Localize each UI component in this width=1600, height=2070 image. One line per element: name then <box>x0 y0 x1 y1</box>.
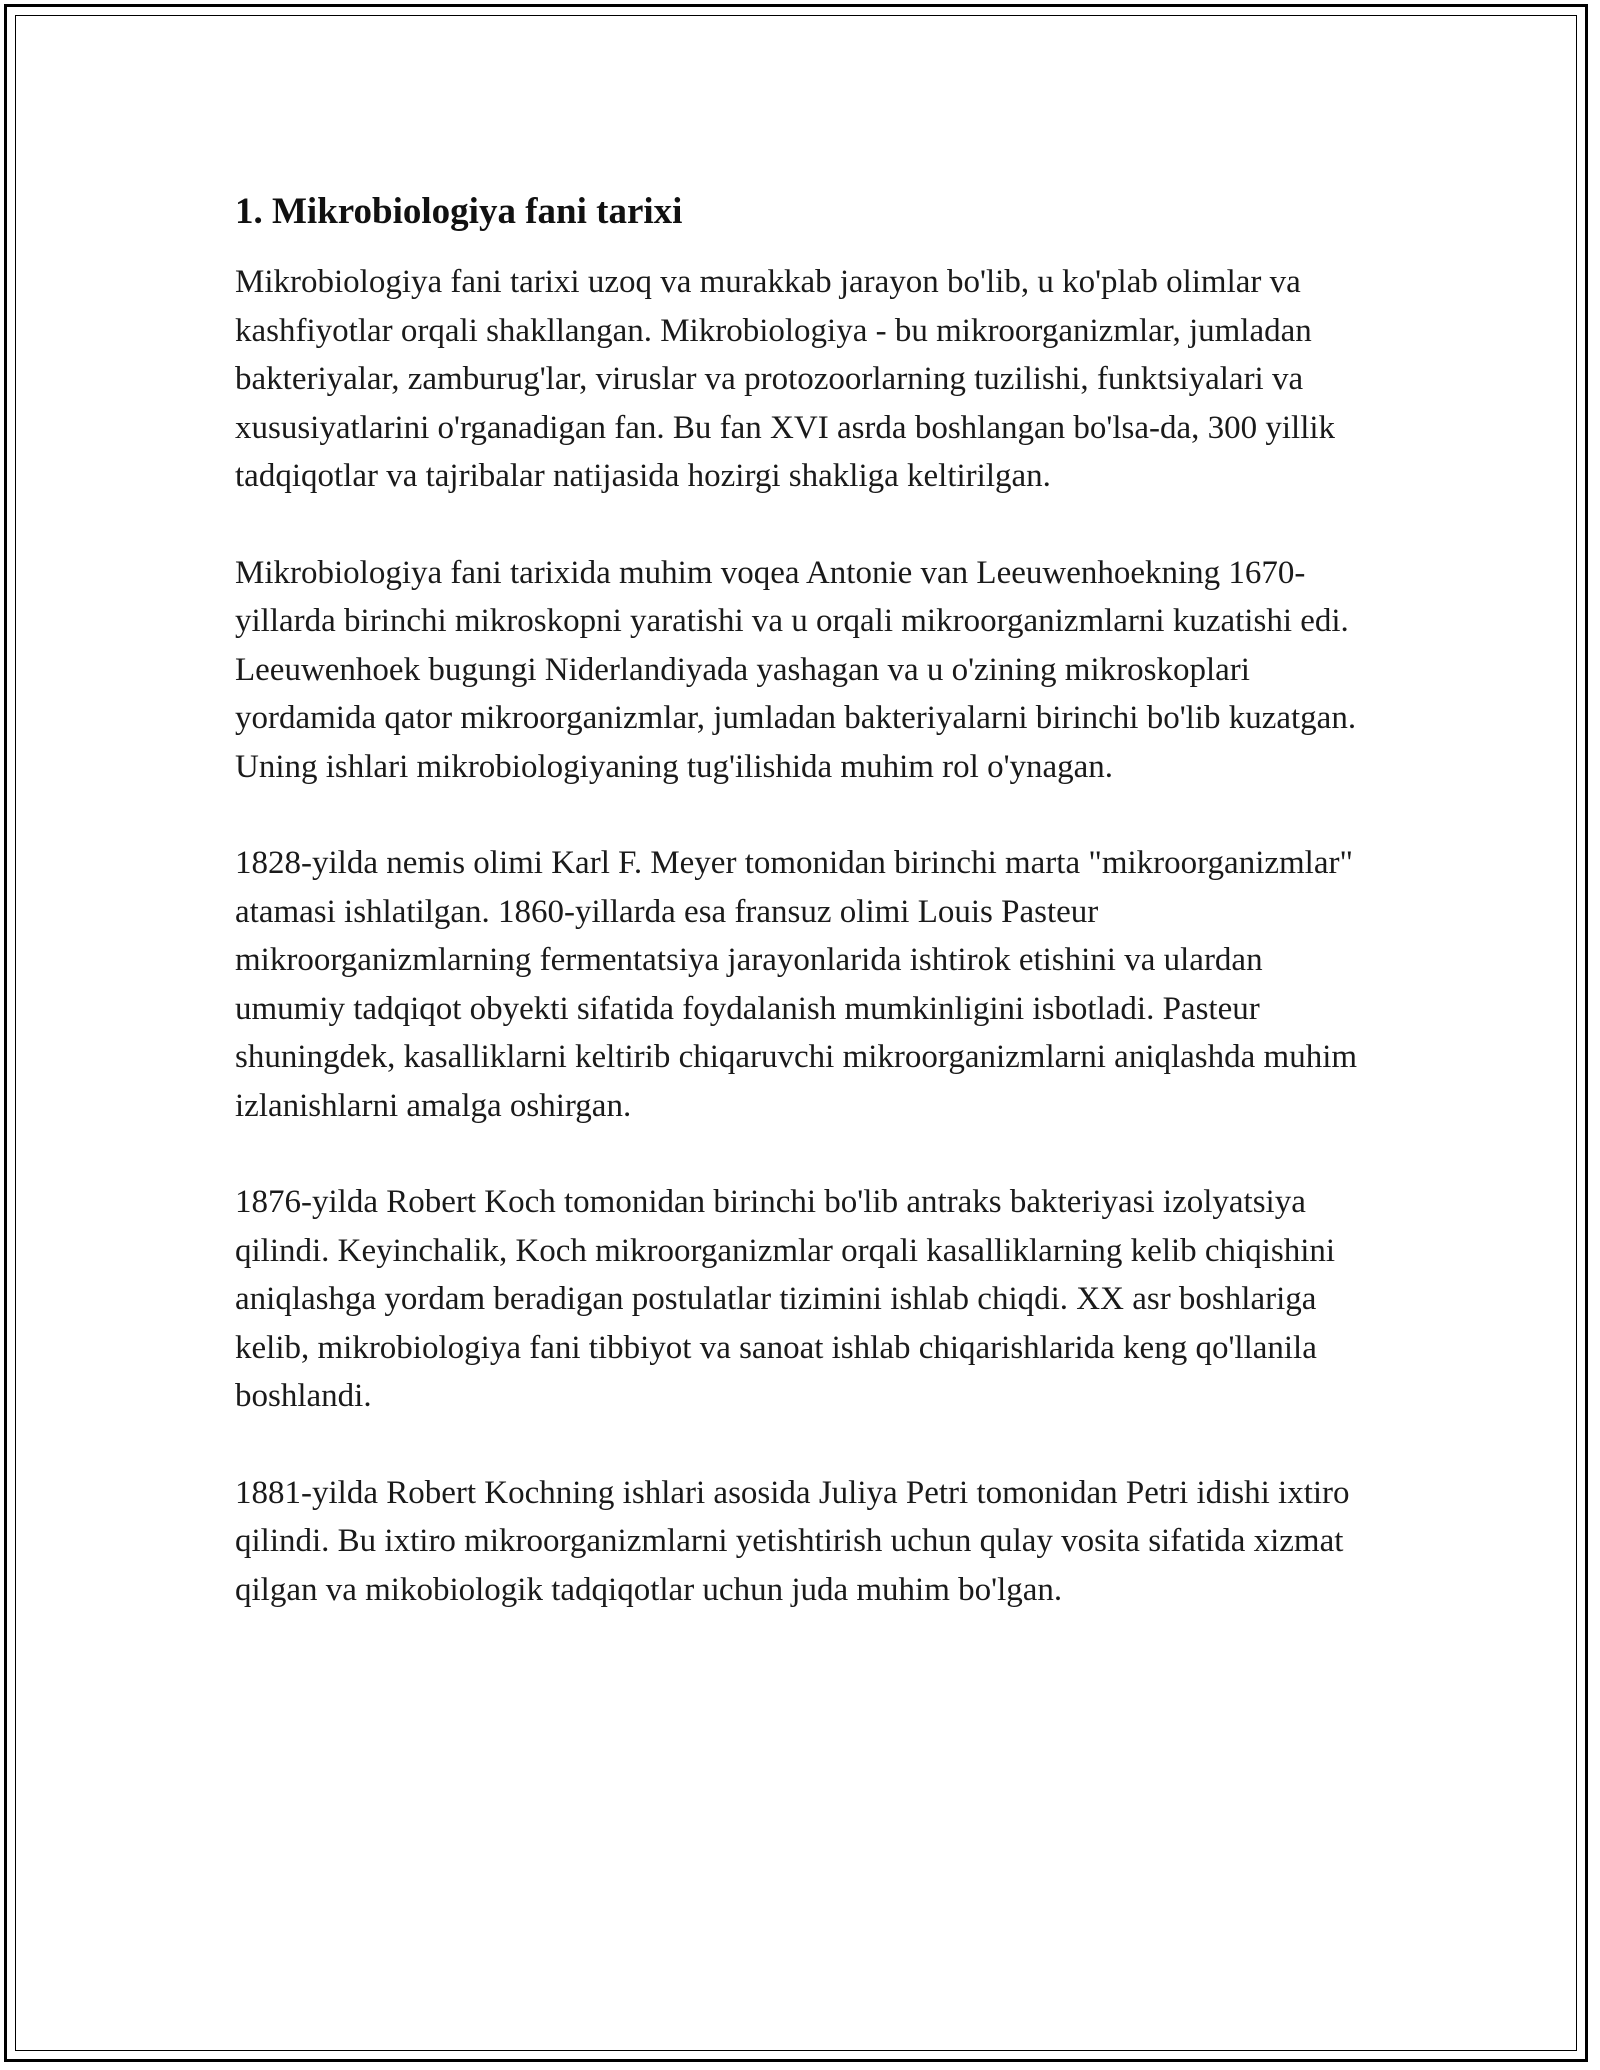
document-body <box>235 188 1375 1662</box>
paragraph-leeuwenhoek: Mikrobiologiya fani tarixida muhim voqea Antonie van Leeuwenhoekning 1670-yillarda birinchi mikroskopni yaratishi va u orqali mikroorganizmlarni kuzatishi edi. Leeuwenhoek bugungi Niderlandiyada yashagan va u o'zining mikroskoplari yordamida qator mikroorganizmlar, jumladan bakteriyalarni birinchi bo'lib kuzatgan. Uning ishlari mikrobiologiyaning tug'ilishida muhim rol o'ynagan. <box>235 554 1357 785</box>
paragraph-intro: Mikrobiologiya fani tarixi uzoq va murakkab jarayon bo'lib, u ko'plab olimlar va kashfiyotlar orqali shakllangan. Mikrobiologiya - bu mikroorganizmlar, jumladan bakteriyalar, zamburug'lar, viruslar va protozoorlarning tuzilishi, funktsiyalari va xususiyatlarini o'rganadigan fan. Bu fan XVI asrda boshlangan bo'lsa-da, 300 yillik tadqiqotlar va tajribalar natijasida hozirgi shakliga keltirilgan. <box>235 264 1336 494</box>
paragraph-meyer-pasteur: 1828-yilda nemis olimi Karl F. Meyer tomonidan birinchi marta "mikroorganizmlar" atamasi ishlatilgan. 1860-yillarda esa fransuz olimi Louis Pasteur mikroorganizmlarning fermentatsiya jarayonlarida ishtirok etishini va ulardan umumiy tadqiqot obyekti sifatida foydalanish mumkinligini isbotladi. Pasteur shuningdek, kasalliklarni keltirib chiqaruvchi mikroorganizmlarni aniqlashda muhim izlanishlarni amalga oshirgan. <box>235 845 1358 1124</box>
paragraph-koch: 1876-yilda Robert Koch tomonidan birinchi bo'lib antraks bakteriyasi izolyatsiya qilindi. Keyinchalik, Koch mikroorganizmlar orqali kasalliklarning kelib chiqishini aniqlashga yordam beradigan postulatlar tizimini ishlab chiqdi. XX asr boshlariga kelib, mikrobiologiya fani tibbiyot va sanoat ishlab chiqarishlarida keng qo'llanila boshlandi. <box>235 1184 1336 1414</box>
section-heading: 1. Mikrobiologiya fani tarixi <box>235 191 683 232</box>
paragraph-petri: 1881-yilda Robert Kochning ishlari asosida Juliya Petri tomonidan Petri idishi ixtiro qilindi. Bu ixtiro mikroorganizmlarni yetishtirish uchun qulay vosita sifatida xizmat qilgan va mikobiologik tadqiqotlar uchun juda muhim bo'lgan. <box>235 1474 1350 1608</box>
